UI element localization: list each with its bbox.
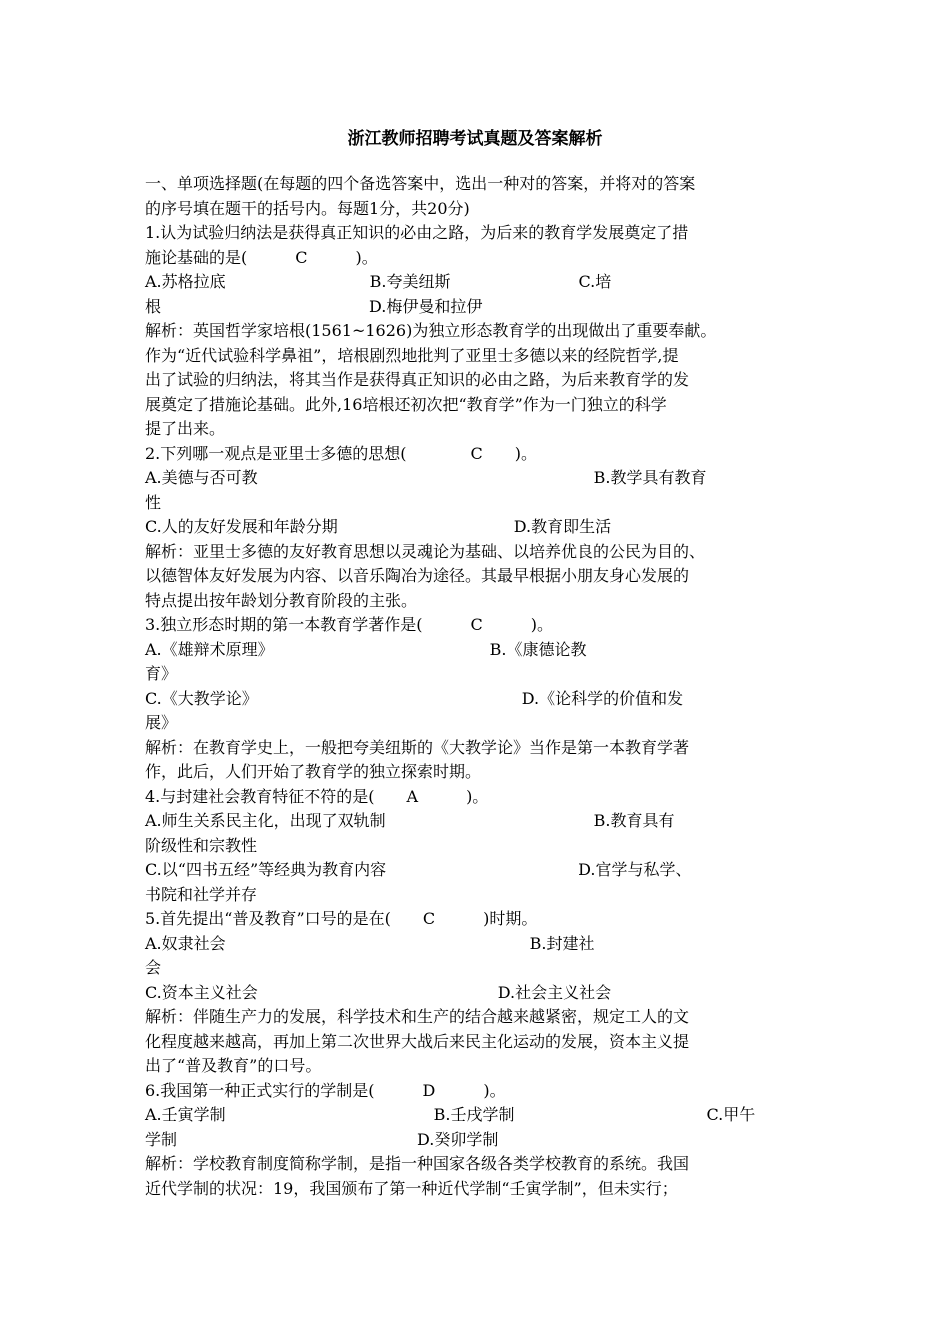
body-line: 5.首先提出“普及教育”口号的是在( C )时期。 (145, 909, 538, 928)
body-line: 3.独立形态时期的第一本教育学著作是( C )。 (145, 615, 553, 634)
body-line: 近代学制的状况：19，我国颁布了第一种近代学制“壬寅学制”，但未实行； (145, 1178, 678, 1198)
body-line: 解析：伴随生产力的发展，科学技术和生产的结合越来越紧密，规定工人的文 (145, 1007, 690, 1026)
body-line: 会 (145, 958, 162, 977)
body-line: 6.我国第一种正式实行的学制是( D )。 (145, 1080, 506, 1100)
body-line: 出了“普及教育”的口号。 (145, 1056, 322, 1075)
body-line: 化程度越来越高，再加上第二次世界大战后来民主化运动的发展，资本主义提 (145, 1031, 690, 1051)
body-line: 性 (145, 492, 162, 512)
body-line: A.师生关系民主化，出现了双轨制 B.教育具有 (145, 811, 675, 830)
body-line: 出了试验的归纳法，将其当作是获得真正知识的必由之路，为后来教育学的发 (145, 370, 690, 389)
body-line: A.苏格拉底 B.夸美纽斯 C.培 (145, 272, 612, 291)
body-line: 展》 (145, 713, 178, 732)
body-line: 展奠定了措施论基础。此外,16培根还初次把“教育学”作为一门独立的科学 (145, 394, 667, 414)
body-line: 提了出来。 (145, 419, 226, 438)
body-line: A.壬寅学制 B.壬戌学制 C.甲午 (145, 1105, 756, 1124)
document-title: 浙江教师招聘考试真题及答案解析 (347, 129, 603, 149)
body-line: 书院和社学并存 (145, 884, 258, 904)
body-line: C.以“四书五经”等经典为教育内容 D.官学与私学、 (145, 860, 692, 879)
body-line: 根 D.梅伊曼和拉伊 (145, 296, 483, 316)
body-line: C.《大教学论》 D.《论科学的价值和发 (145, 688, 684, 708)
body-line: 阶级性和宗教性 (145, 835, 258, 855)
body-line: 作，此后，人们开始了教育学的独立探索时期。 (145, 762, 482, 781)
body-line: 育》 (145, 664, 178, 683)
body-line: A.美德与否可教 B.教学具有教育 (145, 468, 707, 487)
body-line: 学制 D.癸卯学制 (145, 1129, 499, 1149)
body-line: A.《雄辩术原理》 B.《康德论教 (145, 639, 587, 659)
body-line: 4.与封建社会教育特征不符的是( A )。 (145, 786, 489, 806)
body-line: 以德智体友好发展为内容、以音乐陶冶为途径。其最早根据小朋友身心发展的 (145, 566, 690, 585)
body-line: 解析：亚里士多德的友好教育思想以灵魂论为基础、以培养优良的公民为目的、 (145, 541, 706, 561)
body-line: 一、单项选择题(在每题的四个备选答案中，选出一种对的答案，并将对的答案 (145, 174, 696, 193)
body-line: A.奴隶社会 B.封建社 (145, 933, 595, 953)
body-line: C.人的友好发展和年龄分期 D.教育即生活 (145, 517, 612, 536)
body-line: 特点提出按年龄划分教育阶段的主张。 (145, 590, 418, 610)
body-line: 施论基础的是( C )。 (145, 247, 378, 267)
body-line: 解析：学校教育制度简称学制，是指一种国家各级各类学校教育的系统。我国 (145, 1154, 690, 1173)
body-line: 解析：在教育学史上，一般把夸美纽斯的《大教学论》当作是第一本教育学著 (145, 737, 690, 757)
body-line: C.资本主义社会 D.社会主义社会 (145, 982, 612, 1002)
body-line: 解析：英国哲学家培根(1561~1626)为独立形态教育学的出现做出了重要奉献。 (145, 321, 717, 340)
body-line: 1.认为试验归纳法是获得真正知识的必由之路，为后来的教育学发展奠定了措 (145, 223, 689, 242)
body-line: 2.下列哪一观点是亚里士多德的思想( C )。 (145, 443, 537, 463)
body-line: 作为“近代试验科学鼻祖”，培根剧烈地批判了亚里士多德以来的经院哲学,提 (145, 345, 679, 365)
body-line: 的序号填在题干的括号内。每题1分，共20分) (145, 198, 470, 218)
